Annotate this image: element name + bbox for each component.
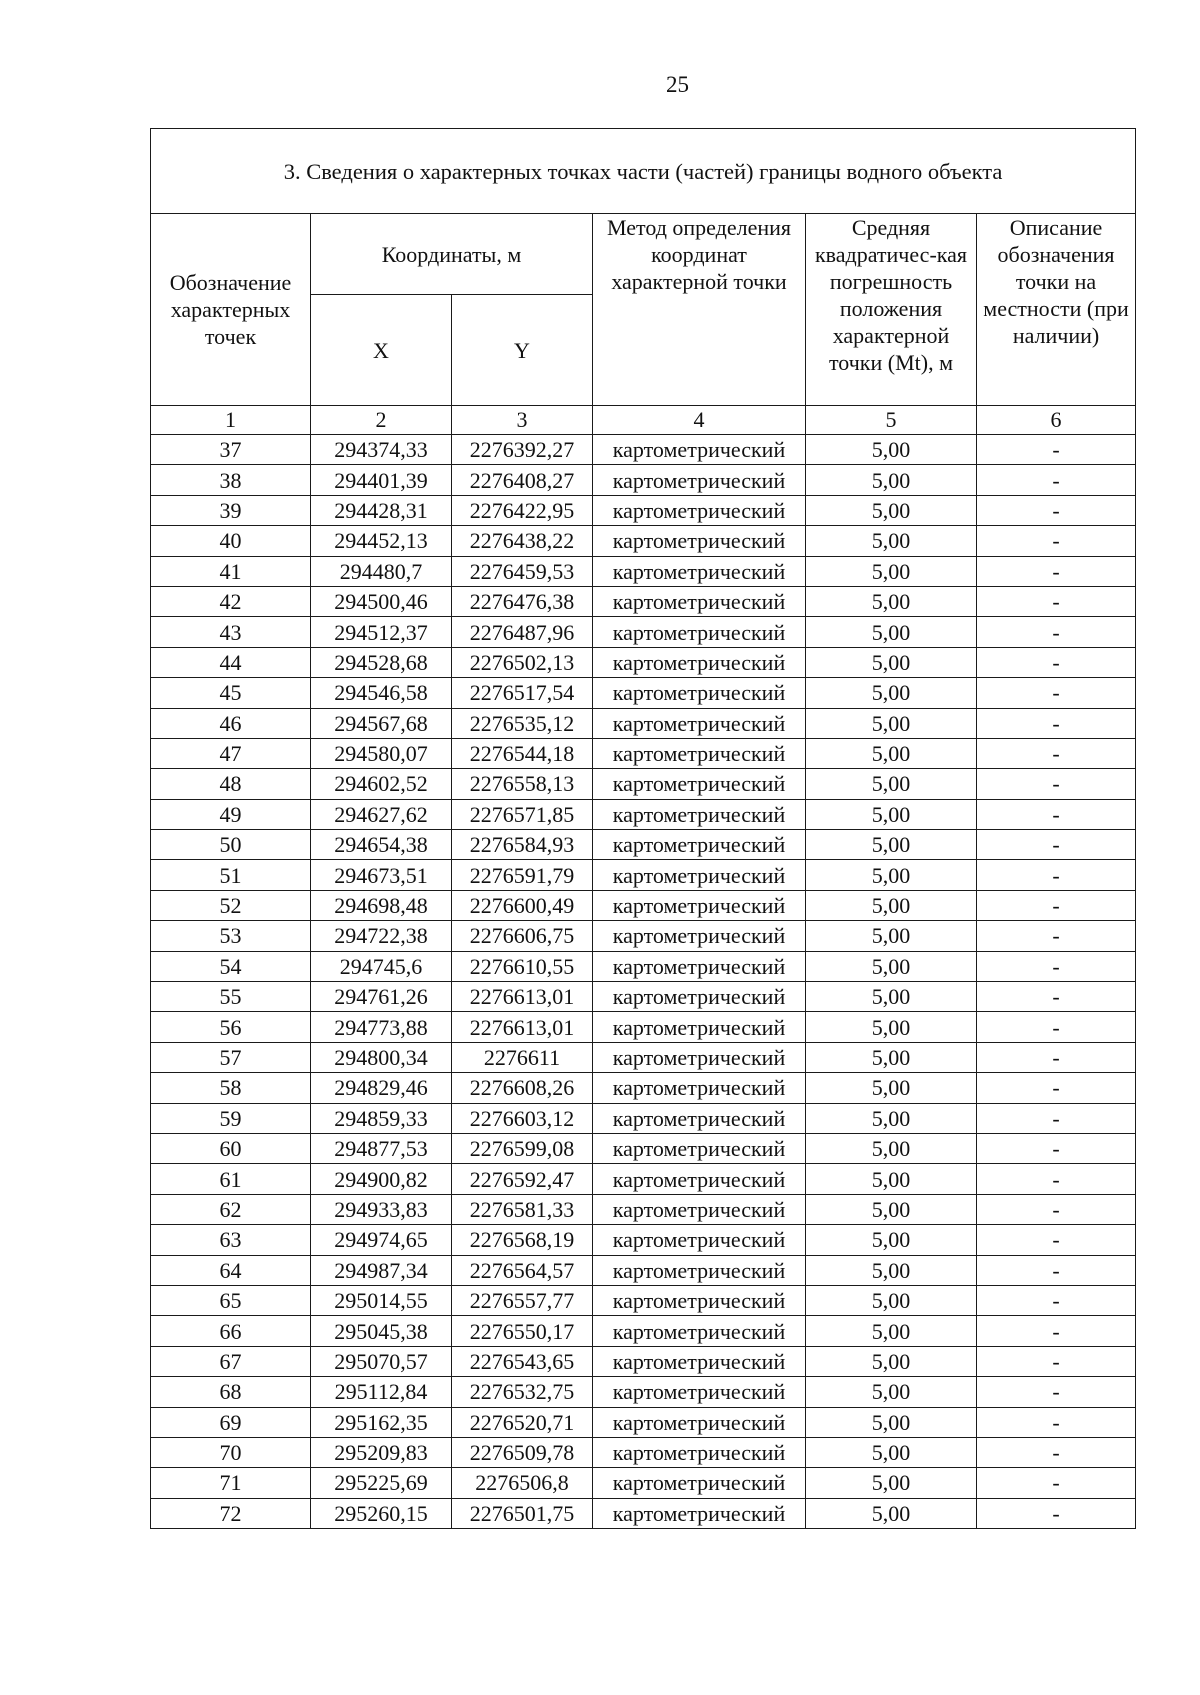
method-cell: картометрический — [593, 799, 806, 829]
point-id-cell: 44 — [151, 647, 311, 677]
method-cell: картометрический — [593, 1012, 806, 1042]
description-cell: - — [977, 526, 1136, 556]
table-row — [151, 1194, 1136, 1224]
y-coordinate-cell: 2276535,12 — [452, 708, 593, 738]
column-number: 2 — [311, 406, 452, 435]
table-row — [151, 1316, 1136, 1346]
point-id-cell: 37 — [151, 435, 311, 465]
description-cell: - — [977, 556, 1136, 586]
y-coordinate-cell: 2276550,17 — [452, 1316, 593, 1346]
method-cell: картометрический — [593, 1498, 806, 1528]
y-coordinate-cell: 2276392,27 — [452, 435, 593, 465]
x-coordinate-cell: 294546,58 — [311, 678, 452, 708]
error-cell: 5,00 — [806, 556, 977, 586]
table-row — [151, 1012, 1136, 1042]
method-cell: картометрический — [593, 1377, 806, 1407]
y-coordinate-cell: 2276476,38 — [452, 586, 593, 616]
x-coordinate-cell: 294480,7 — [311, 556, 452, 586]
x-coordinate-cell: 294673,51 — [311, 860, 452, 890]
point-id-cell: 51 — [151, 860, 311, 890]
point-id-cell: 70 — [151, 1437, 311, 1467]
description-cell: - — [977, 769, 1136, 799]
table-row — [151, 890, 1136, 920]
table-row — [151, 678, 1136, 708]
error-cell: 5,00 — [806, 708, 977, 738]
point-id-cell: 62 — [151, 1194, 311, 1224]
point-id-cell: 55 — [151, 982, 311, 1012]
header-description: Описание обозначения точки на местности (при наличии) — [977, 214, 1136, 406]
x-coordinate-cell: 294428,31 — [311, 495, 452, 525]
error-cell: 5,00 — [806, 1316, 977, 1346]
error-cell: 5,00 — [806, 617, 977, 647]
error-cell: 5,00 — [806, 1194, 977, 1224]
x-coordinate-cell: 294722,38 — [311, 921, 452, 951]
error-cell: 5,00 — [806, 799, 977, 829]
point-id-cell: 68 — [151, 1377, 311, 1407]
method-cell: картометрический — [593, 708, 806, 738]
point-id-cell: 60 — [151, 1133, 311, 1163]
boundary-points-table — [150, 128, 1136, 1529]
description-cell: - — [977, 921, 1136, 951]
y-coordinate-cell: 2276502,13 — [452, 647, 593, 677]
y-coordinate-cell: 2276408,27 — [452, 465, 593, 495]
table-row — [151, 1042, 1136, 1072]
point-id-cell: 66 — [151, 1316, 311, 1346]
table-row — [151, 647, 1136, 677]
x-coordinate-cell: 295014,55 — [311, 1285, 452, 1315]
x-coordinate-cell: 294401,39 — [311, 465, 452, 495]
x-coordinate-cell: 295225,69 — [311, 1468, 452, 1498]
header-designation: Обозначение характерных точек — [151, 214, 311, 406]
error-cell: 5,00 — [806, 1255, 977, 1285]
error-cell: 5,00 — [806, 982, 977, 1012]
description-cell: - — [977, 1437, 1136, 1467]
point-id-cell: 42 — [151, 586, 311, 616]
point-id-cell: 71 — [151, 1468, 311, 1498]
x-coordinate-cell: 294745,6 — [311, 951, 452, 981]
error-cell: 5,00 — [806, 1133, 977, 1163]
y-coordinate-cell: 2276613,01 — [452, 982, 593, 1012]
method-cell: картометрический — [593, 1468, 806, 1498]
table-row — [151, 1103, 1136, 1133]
point-id-cell: 61 — [151, 1164, 311, 1194]
x-coordinate-cell: 294829,46 — [311, 1073, 452, 1103]
error-cell: 5,00 — [806, 1012, 977, 1042]
header-x: X — [311, 295, 452, 406]
header-row-1 — [151, 214, 1136, 295]
point-id-cell: 46 — [151, 708, 311, 738]
point-id-cell: 38 — [151, 465, 311, 495]
y-coordinate-cell: 2276608,26 — [452, 1073, 593, 1103]
error-cell: 5,00 — [806, 951, 977, 981]
method-cell: картометрический — [593, 1407, 806, 1437]
point-id-cell: 57 — [151, 1042, 311, 1072]
y-coordinate-cell: 2276610,55 — [452, 951, 593, 981]
column-number: 6 — [977, 406, 1136, 435]
description-cell: - — [977, 1164, 1136, 1194]
description-cell: - — [977, 951, 1136, 981]
y-coordinate-cell: 2276584,93 — [452, 830, 593, 860]
point-id-cell: 39 — [151, 495, 311, 525]
error-cell: 5,00 — [806, 769, 977, 799]
description-cell: - — [977, 1285, 1136, 1315]
table-row — [151, 1377, 1136, 1407]
error-cell: 5,00 — [806, 1377, 977, 1407]
method-cell: картометрический — [593, 951, 806, 981]
error-cell: 5,00 — [806, 526, 977, 556]
x-coordinate-cell: 294580,07 — [311, 738, 452, 768]
column-number: 4 — [593, 406, 806, 435]
method-cell: картометрический — [593, 435, 806, 465]
description-cell: - — [977, 1346, 1136, 1376]
description-cell: - — [977, 738, 1136, 768]
y-coordinate-cell: 2276600,49 — [452, 890, 593, 920]
table-row — [151, 586, 1136, 616]
point-id-cell: 72 — [151, 1498, 311, 1528]
error-cell: 5,00 — [806, 678, 977, 708]
x-coordinate-cell: 295112,84 — [311, 1377, 452, 1407]
header-method: Метод определения координат характерной точки — [593, 214, 806, 406]
y-coordinate-cell: 2276603,12 — [452, 1103, 593, 1133]
table-row — [151, 921, 1136, 951]
description-cell: - — [977, 830, 1136, 860]
method-cell: картометрический — [593, 982, 806, 1012]
x-coordinate-cell: 294698,48 — [311, 890, 452, 920]
y-coordinate-cell: 2276611 — [452, 1042, 593, 1072]
method-cell: картометрический — [593, 465, 806, 495]
header-coordinates: Координаты, м — [311, 214, 593, 295]
description-cell: - — [977, 435, 1136, 465]
point-id-cell: 49 — [151, 799, 311, 829]
error-cell: 5,00 — [806, 1437, 977, 1467]
table-row — [151, 1255, 1136, 1285]
table-title-row — [151, 129, 1136, 214]
error-cell: 5,00 — [806, 1468, 977, 1498]
error-cell: 5,00 — [806, 586, 977, 616]
description-cell: - — [977, 982, 1136, 1012]
error-cell: 5,00 — [806, 890, 977, 920]
table-row — [151, 556, 1136, 586]
method-cell: картометрический — [593, 769, 806, 799]
description-cell: - — [977, 617, 1136, 647]
y-coordinate-cell: 2276557,77 — [452, 1285, 593, 1315]
column-number: 1 — [151, 406, 311, 435]
point-id-cell: 50 — [151, 830, 311, 860]
method-cell: картометрический — [593, 1346, 806, 1376]
table-row — [151, 435, 1136, 465]
description-cell: - — [977, 1012, 1136, 1042]
method-cell: картометрический — [593, 1042, 806, 1072]
method-cell: картометрический — [593, 526, 806, 556]
x-coordinate-cell: 294761,26 — [311, 982, 452, 1012]
error-cell: 5,00 — [806, 1407, 977, 1437]
point-id-cell: 63 — [151, 1225, 311, 1255]
error-cell: 5,00 — [806, 921, 977, 951]
description-cell: - — [977, 1073, 1136, 1103]
description-cell: - — [977, 1225, 1136, 1255]
table-row — [151, 1468, 1136, 1498]
point-id-cell: 48 — [151, 769, 311, 799]
y-coordinate-cell: 2276581,33 — [452, 1194, 593, 1224]
table-row — [151, 1437, 1136, 1467]
method-cell: картометрический — [593, 1225, 806, 1255]
table-body — [151, 435, 1136, 1529]
y-coordinate-cell: 2276532,75 — [452, 1377, 593, 1407]
y-coordinate-cell: 2276606,75 — [452, 921, 593, 951]
y-coordinate-cell: 2276544,18 — [452, 738, 593, 768]
table-row — [151, 951, 1136, 981]
y-coordinate-cell: 2276543,65 — [452, 1346, 593, 1376]
table-row — [151, 738, 1136, 768]
table-row — [151, 1498, 1136, 1528]
x-coordinate-cell: 294773,88 — [311, 1012, 452, 1042]
method-cell: картометрический — [593, 890, 806, 920]
error-cell: 5,00 — [806, 1042, 977, 1072]
method-cell: картометрический — [593, 586, 806, 616]
column-number: 5 — [806, 406, 977, 435]
description-cell: - — [977, 799, 1136, 829]
table-row — [151, 1133, 1136, 1163]
point-id-cell: 41 — [151, 556, 311, 586]
x-coordinate-cell: 294602,52 — [311, 769, 452, 799]
y-coordinate-cell: 2276438,22 — [452, 526, 593, 556]
error-cell: 5,00 — [806, 495, 977, 525]
method-cell: картометрический — [593, 495, 806, 525]
description-cell: - — [977, 678, 1136, 708]
table-row — [151, 769, 1136, 799]
method-cell: картометрический — [593, 1437, 806, 1467]
method-cell: картометрический — [593, 1194, 806, 1224]
y-coordinate-cell: 2276517,54 — [452, 678, 593, 708]
x-coordinate-cell: 295260,15 — [311, 1498, 452, 1528]
error-cell: 5,00 — [806, 830, 977, 860]
x-coordinate-cell: 294512,37 — [311, 617, 452, 647]
y-coordinate-cell: 2276506,8 — [452, 1468, 593, 1498]
description-cell: - — [977, 890, 1136, 920]
x-coordinate-cell: 294452,13 — [311, 526, 452, 556]
y-coordinate-cell: 2276571,85 — [452, 799, 593, 829]
table-row — [151, 617, 1136, 647]
x-coordinate-cell: 294627,62 — [311, 799, 452, 829]
table-row — [151, 799, 1136, 829]
method-cell: картометрический — [593, 921, 806, 951]
column-number-row — [151, 406, 1136, 435]
point-id-cell: 58 — [151, 1073, 311, 1103]
error-cell: 5,00 — [806, 738, 977, 768]
point-id-cell: 40 — [151, 526, 311, 556]
table-row — [151, 495, 1136, 525]
y-coordinate-cell: 2276487,96 — [452, 617, 593, 647]
error-cell: 5,00 — [806, 435, 977, 465]
x-coordinate-cell: 294500,46 — [311, 586, 452, 616]
error-cell: 5,00 — [806, 1103, 977, 1133]
description-cell: - — [977, 1042, 1136, 1072]
x-coordinate-cell: 294987,34 — [311, 1255, 452, 1285]
table-row — [151, 1164, 1136, 1194]
y-coordinate-cell: 2276613,01 — [452, 1012, 593, 1042]
point-id-cell: 47 — [151, 738, 311, 768]
x-coordinate-cell: 295162,35 — [311, 1407, 452, 1437]
point-id-cell: 56 — [151, 1012, 311, 1042]
description-cell: - — [977, 1377, 1136, 1407]
description-cell: - — [977, 465, 1136, 495]
table-row — [151, 1346, 1136, 1376]
point-id-cell: 43 — [151, 617, 311, 647]
point-id-cell: 65 — [151, 1285, 311, 1315]
error-cell: 5,00 — [806, 1285, 977, 1315]
method-cell: картометрический — [593, 1073, 806, 1103]
x-coordinate-cell: 294974,65 — [311, 1225, 452, 1255]
description-cell: - — [977, 1103, 1136, 1133]
description-cell: - — [977, 647, 1136, 677]
description-cell: - — [977, 1255, 1136, 1285]
method-cell: картометрический — [593, 1103, 806, 1133]
error-cell: 5,00 — [806, 647, 977, 677]
header-y: Y — [452, 295, 593, 406]
table-row — [151, 830, 1136, 860]
x-coordinate-cell: 294654,38 — [311, 830, 452, 860]
point-id-cell: 53 — [151, 921, 311, 951]
method-cell: картометрический — [593, 617, 806, 647]
error-cell: 5,00 — [806, 1073, 977, 1103]
point-id-cell: 52 — [151, 890, 311, 920]
point-id-cell: 45 — [151, 678, 311, 708]
column-number: 3 — [452, 406, 593, 435]
description-cell: - — [977, 708, 1136, 738]
x-coordinate-cell: 294800,34 — [311, 1042, 452, 1072]
y-coordinate-cell: 2276520,71 — [452, 1407, 593, 1437]
x-coordinate-cell: 295209,83 — [311, 1437, 452, 1467]
header-error: Средняя квадратичес-кая погрешность положения характерной точки (Mt), м — [806, 214, 977, 406]
error-cell: 5,00 — [806, 1346, 977, 1376]
method-cell: картометрический — [593, 678, 806, 708]
y-coordinate-cell: 2276459,53 — [452, 556, 593, 586]
point-id-cell: 69 — [151, 1407, 311, 1437]
y-coordinate-cell: 2276592,47 — [452, 1164, 593, 1194]
table-row — [151, 708, 1136, 738]
page-number: 25 — [666, 72, 689, 97]
error-cell: 5,00 — [806, 1164, 977, 1194]
method-cell: картометрический — [593, 1316, 806, 1346]
y-coordinate-cell: 2276501,75 — [452, 1498, 593, 1528]
description-cell: - — [977, 1194, 1136, 1224]
point-id-cell: 59 — [151, 1103, 311, 1133]
method-cell: картометрический — [593, 647, 806, 677]
point-id-cell: 54 — [151, 951, 311, 981]
x-coordinate-cell: 294933,83 — [311, 1194, 452, 1224]
table-row — [151, 1407, 1136, 1437]
description-cell: - — [977, 1498, 1136, 1528]
point-id-cell: 64 — [151, 1255, 311, 1285]
x-coordinate-cell: 294528,68 — [311, 647, 452, 677]
description-cell: - — [977, 860, 1136, 890]
y-coordinate-cell: 2276599,08 — [452, 1133, 593, 1163]
y-coordinate-cell: 2276422,95 — [452, 495, 593, 525]
error-cell: 5,00 — [806, 465, 977, 495]
y-coordinate-cell: 2276591,79 — [452, 860, 593, 890]
description-cell: - — [977, 1133, 1136, 1163]
x-coordinate-cell: 294374,33 — [311, 435, 452, 465]
method-cell: картометрический — [593, 830, 806, 860]
method-cell: картометрический — [593, 738, 806, 768]
table-row — [151, 1285, 1136, 1315]
table-row — [151, 1225, 1136, 1255]
description-cell: - — [977, 495, 1136, 525]
error-cell: 5,00 — [806, 860, 977, 890]
table-row — [151, 526, 1136, 556]
y-coordinate-cell: 2276509,78 — [452, 1437, 593, 1467]
y-coordinate-cell: 2276558,13 — [452, 769, 593, 799]
description-cell: - — [977, 1316, 1136, 1346]
description-cell: - — [977, 1407, 1136, 1437]
table-row — [151, 1073, 1136, 1103]
point-id-cell: 67 — [151, 1346, 311, 1376]
table-title: 3. Сведения о характерных точках части (частей) границы водного объекта — [151, 129, 1136, 214]
method-cell: картометрический — [593, 860, 806, 890]
table-row — [151, 860, 1136, 890]
method-cell: картометрический — [593, 1133, 806, 1163]
table-row — [151, 982, 1136, 1012]
x-coordinate-cell: 295070,57 — [311, 1346, 452, 1376]
x-coordinate-cell: 295045,38 — [311, 1316, 452, 1346]
y-coordinate-cell: 2276564,57 — [452, 1255, 593, 1285]
table-row — [151, 465, 1136, 495]
x-coordinate-cell: 294877,53 — [311, 1133, 452, 1163]
x-coordinate-cell: 294567,68 — [311, 708, 452, 738]
description-cell: - — [977, 1468, 1136, 1498]
x-coordinate-cell: 294900,82 — [311, 1164, 452, 1194]
description-cell: - — [977, 586, 1136, 616]
y-coordinate-cell: 2276568,19 — [452, 1225, 593, 1255]
method-cell: картометрический — [593, 1255, 806, 1285]
method-cell: картометрический — [593, 1164, 806, 1194]
error-cell: 5,00 — [806, 1498, 977, 1528]
method-cell: картометрический — [593, 1285, 806, 1315]
error-cell: 5,00 — [806, 1225, 977, 1255]
x-coordinate-cell: 294859,33 — [311, 1103, 452, 1133]
method-cell: картометрический — [593, 556, 806, 586]
